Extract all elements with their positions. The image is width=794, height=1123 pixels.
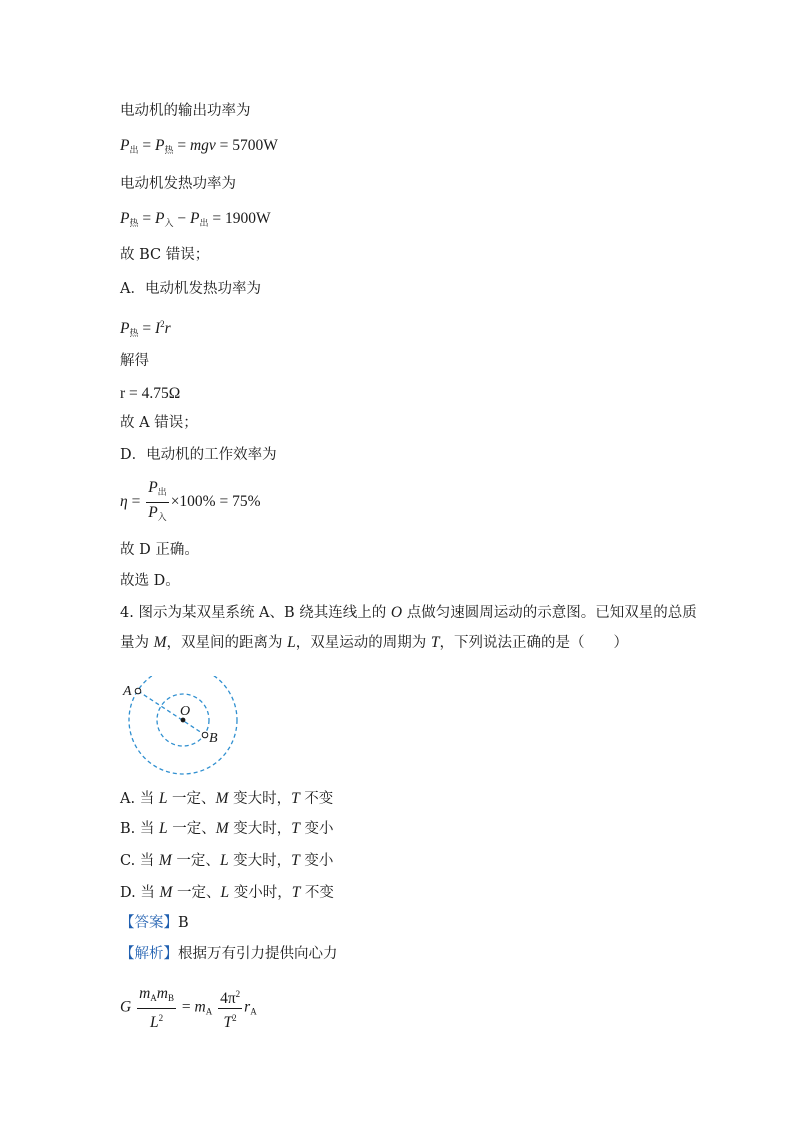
answer-value: B [178, 915, 189, 931]
equation-gravitation: G $\frac{m_Am_B}{L^2}$ = $m_A$ $\frac{4\pi^2}{T^2}$ $r_A$ [120, 985, 257, 1031]
question-stem-line1: 4. 图示为某双星系统 A、B 绕其连线上的 O 点做匀速圆周运动的示意图。已知双星的总质 [120, 604, 697, 621]
text-option-d-analysis: D．电动机的工作效率为 [120, 447, 277, 463]
answer-tag: 【答案】 [120, 915, 178, 931]
equation-heat-i2r: $P_热 = I^2r$ [120, 319, 171, 338]
text-a-wrong: 故 A 错误； [120, 415, 198, 431]
label-a: A [123, 684, 132, 699]
orbit-a-circle [129, 676, 237, 774]
equation-output-power: $P_出 = P_热$ = mgv = 5700W [120, 137, 278, 155]
equation-heat-power: $P_热 = P_入 - P_出 = 1900W$ [120, 210, 271, 228]
star-a [135, 688, 141, 694]
gravity-fraction: $\frac{m_Am_B}{L^2}$ [139, 985, 174, 1031]
equation-r-value: r = 4.75Ω [120, 385, 181, 402]
answer-line [120, 913, 189, 933]
analysis-text: 根据万有引力提供向心力 [178, 946, 338, 962]
analysis-tag: 【解析】 [120, 946, 178, 962]
centripetal-fraction: $\frac{4\pi^2}{T^2}$ [218, 986, 242, 1031]
text-output-power: 电动机的输出功率为 [120, 103, 251, 119]
option-c: C. 当 M 一定、L 变大时，T 变小 [120, 852, 334, 869]
text-solve: 解得 [120, 353, 149, 369]
text-option-a-analysis: A．电动机发热功率为 [120, 281, 261, 297]
option-b: B. 当 L 一定、M 变大时，T 变小 [120, 820, 334, 837]
option-a: A. 当 L 一定、M 变大时，T 不变 [120, 790, 334, 807]
question-stem-line2: 量为 M，双星间的距离为 L，双星运动的周期为 T，下列说法正确的是（ ） [120, 634, 628, 651]
efficiency-fraction: $\frac{P_出}{P_入}$ [148, 479, 167, 522]
text-heat-power: 电动机发热功率为 [120, 176, 236, 192]
equation-efficiency: η = $\frac{P_出}{P_入}$ ×100% = 75% [120, 479, 261, 526]
analysis-line [120, 944, 338, 964]
text-choose-d: 故选 D。 [120, 573, 180, 589]
binary-star-diagram [118, 676, 242, 778]
text-d-correct: 故 D 正确。 [120, 542, 199, 558]
label-o: O [180, 704, 191, 719]
text-bc-wrong: 故 BC 错误； [120, 247, 210, 263]
label-b: B [209, 731, 218, 746]
option-d: D. 当 M 一定、L 变小时，T 不变 [120, 884, 334, 901]
star-b [202, 732, 208, 738]
